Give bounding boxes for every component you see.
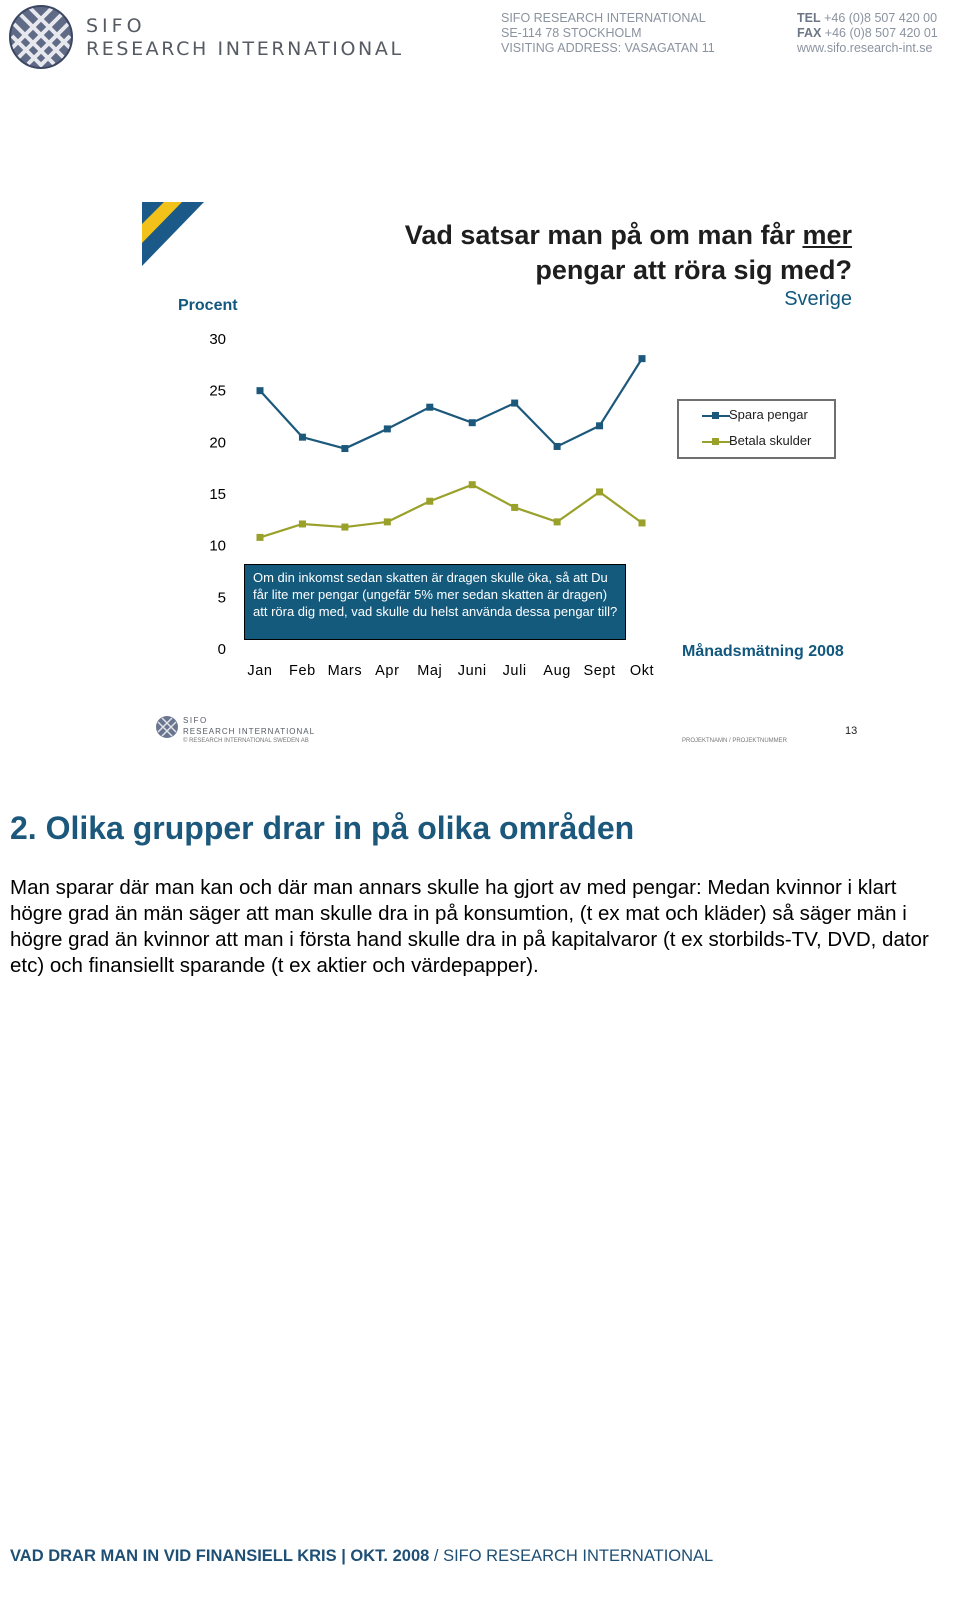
data-point [299,520,306,527]
data-point [384,518,391,525]
data-point [426,498,433,505]
y-tick-label: 20 [209,434,226,452]
address-line: SIFO RESEARCH INTERNATIONAL [501,11,706,25]
x-tick-label: Mars [327,663,363,679]
data-point [639,519,646,526]
slide-footer-globe-icon [155,715,179,739]
data-point [511,400,518,407]
y-tick-label: 30 [209,331,226,348]
chart-legend [677,399,836,459]
x-tick-label: Jan [247,663,273,679]
x-tick-label: Sept [583,663,616,679]
data-point [511,504,518,511]
fax-value: +46 (0)8 507 420 01 [824,26,938,40]
footer-title: VAD DRAR MAN IN VID FINANSIELL KRIS | OKT. 2008 [10,1547,430,1565]
project-label: PROJEKTNAMN / PROJEKTNUMMER [682,738,788,744]
legend-marker-spara [702,411,730,421]
question-box [244,564,626,640]
data-point [639,355,646,362]
series-line-spara-pengar [260,359,642,449]
copyright-text: © RESEARCH INTERNATIONAL SWEDEN AB [183,738,309,744]
series-line-betala-skulder [260,485,642,538]
data-point [554,443,561,450]
data-point [596,422,603,429]
data-point [426,404,433,411]
question-text: Om din inkomst sedan skatten är dragen skulle öka, så att Du får lite mer pengar (ungefär 5% mer sedan skatten är dragen) att röra dig med, vad skulle du helst använda dessa pengar till? [253,570,618,619]
x-tick-label: Apr [375,663,400,679]
data-point [257,387,264,394]
legend-marker-betala [702,437,730,447]
tel-value: +46 (0)8 507 420 00 [824,11,938,25]
logo-text-research-international: RESEARCH INTERNATIONAL [86,38,404,60]
survey-label: Månadsmätning 2008 [682,643,844,660]
address-line: SE-114 78 STOCKHOLM [501,26,642,40]
x-tick-label: Juni [457,663,487,679]
section-heading: 2. Olika grupper drar in på olika områden [10,810,635,846]
y-tick-label: 10 [209,537,226,555]
section-paragraph: Man sparar där man kan och där man annars skulle ha gjort av med pengar: Medan kvinnor i klart högre grad än män säger att man skulle dra in på konsumtion, (t ex mat och kläder) så säger män i högre grad än kvinnor att man i första hand skulle dra in på kapitalvaror (t ex storbilds-TV, DVD, dator etc) och finansiellt sparande (t ex aktier och värdepapper). [10,876,929,977]
data-point [341,524,348,531]
y-tick-label: 25 [209,382,226,400]
y-unit-label: Procent [178,297,238,314]
data-point [596,488,603,495]
data-point [299,434,306,441]
legend-label-spara: Spara pengar [729,407,808,422]
data-point [554,518,561,525]
title-underlined-word: mer [802,220,852,250]
address-line: VISITING ADDRESS: VASAGATAN 11 [501,41,715,55]
slide-title-line2: pengar att röra sig med? [535,255,852,285]
footer-org: / SIFO RESEARCH INTERNATIONAL [429,1547,714,1565]
slide-title-line1: Vad satsar man på om man får mer [404,220,852,250]
data-point [469,419,476,426]
region-label: Sverige [784,288,852,310]
x-tick-label: Juli [502,663,527,679]
data-point [469,481,476,488]
logo-text-sifo: SIFO [86,15,146,37]
slide-footer-logo-sifo: SIFO [183,716,208,725]
slide-footer-logo-ri: RESEARCH INTERNATIONAL [183,727,316,736]
fax-label: FAX [797,26,822,40]
website-link[interactable]: www.sifo.research-int.se [797,41,933,55]
y-tick-label: 0 [217,641,226,658]
y-tick-label: 5 [217,589,226,607]
data-point [257,534,264,541]
legend-label-betala: Betala skulder [729,433,812,448]
x-tick-label: Aug [543,663,571,679]
tel-label: TEL [797,11,821,25]
page-footer [10,1547,713,1566]
data-point [341,445,348,452]
y-tick-label: 15 [209,486,226,503]
x-tick-label: Okt [629,663,655,679]
x-tick-label: Maj [417,663,443,679]
data-point [384,425,391,432]
page-number: 13 [845,725,858,737]
x-tick-label: Feb [289,663,316,679]
